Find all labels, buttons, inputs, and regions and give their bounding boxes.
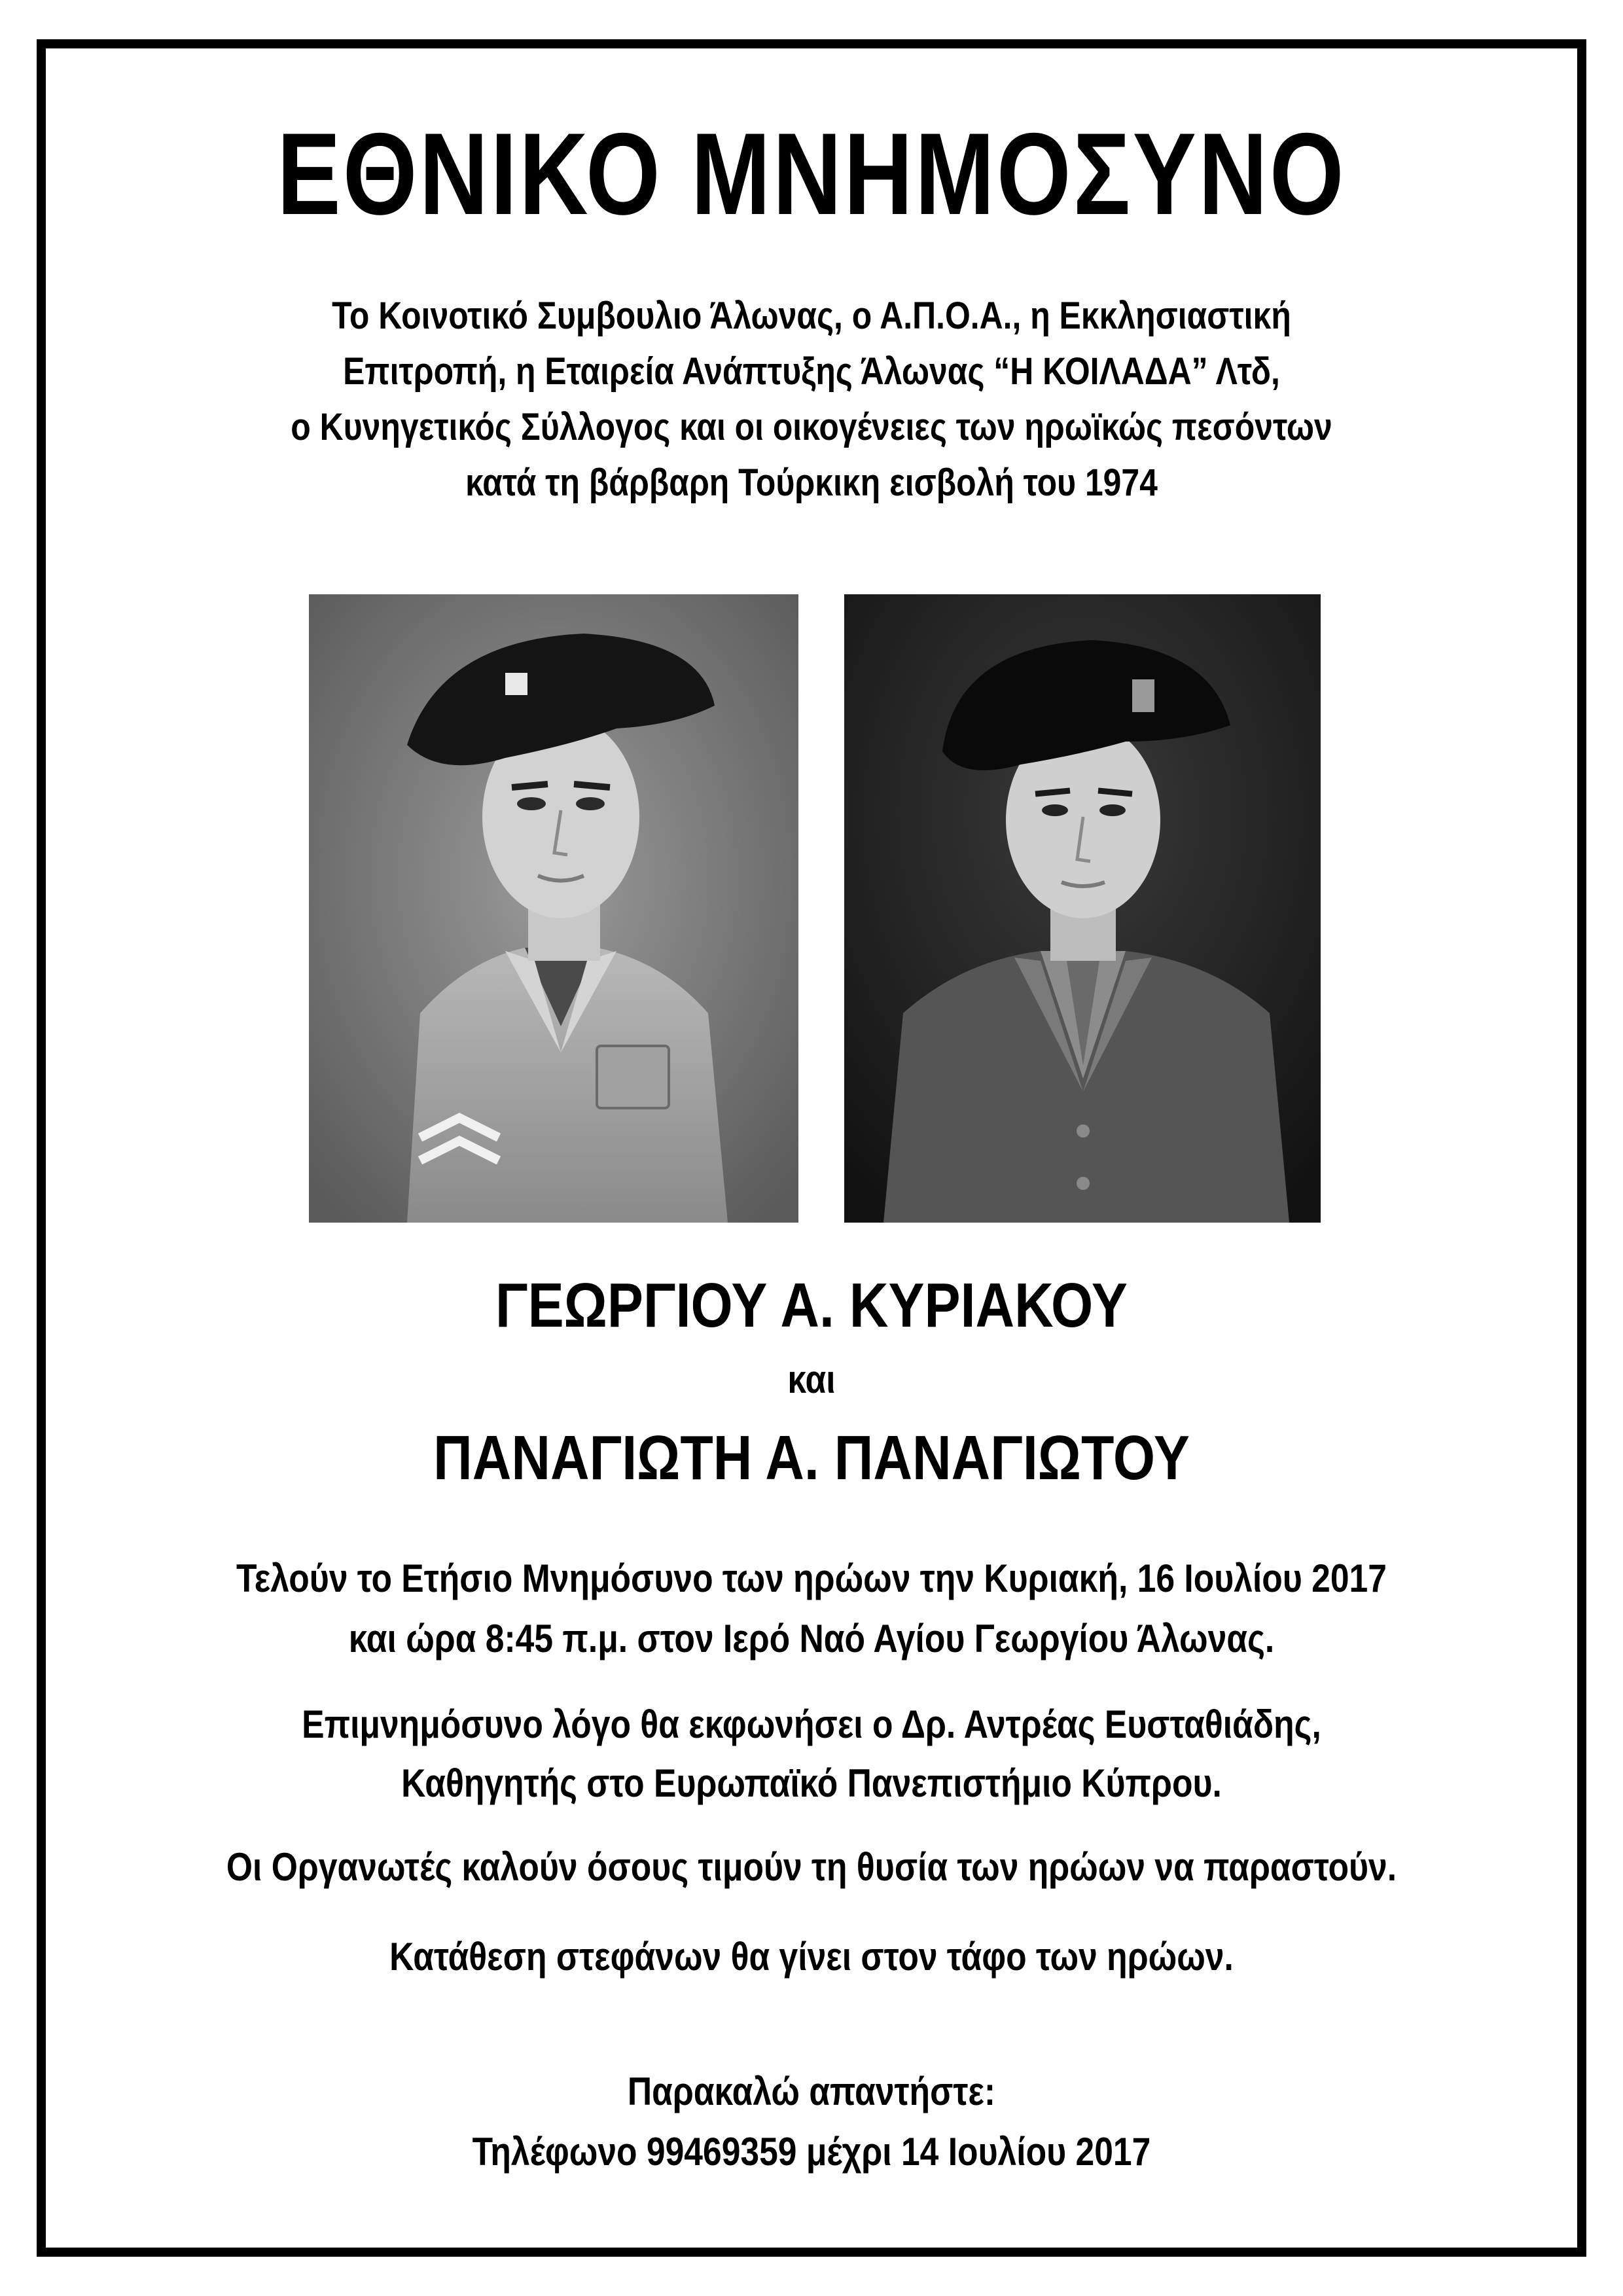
portrait-photo-right [844, 594, 1321, 1223]
rsvp-contact: Τηλέφωνο 99469359 μέχρι 14 Ιουλίου 2017 [472, 2130, 1151, 2174]
names-conjunction: και [787, 1357, 836, 1401]
intro-line: Το Κοινοτικό Συμβουλιο Άλωνας, ο Α.Π.Ο.Α., η Εκκλησιαστική [332, 295, 1291, 337]
speech-line: Καθηγητής στο Ευρωπαϊκό Πανεπιστήμιο Κύπρου. [401, 1761, 1222, 1805]
wreath-laying-text: Κατάθεση στεφάνων θα γίνει στον τάφο των ηρώων. [389, 1935, 1234, 1979]
intro-line: κατά τη βάρβαρη Τούρκικη εισβολή του 1974 [465, 461, 1158, 504]
hero-name-first: ΓΕΩΡΓΙΟΥ Α. ΚΥΡΙΑΚΟΥ [495, 1270, 1128, 1340]
hero-name-second: ΠΑΝΑΓΙΩΤΗ Α. ΠΑΝΑΓΙΩΤΟΥ [433, 1423, 1190, 1493]
ceremony-line: Τελούν το Ετήσιο Μνημόσυνο των ηρώων την Κυριακή, 16 Ιουλίου 2017 [236, 1556, 1387, 1600]
intro-paragraph [114, 288, 1510, 511]
speech-line: Επιμνημόσυνο λόγο θα εκφωνήσει ο Δρ. Αντρέας Ευσταθιάδης, [302, 1702, 1321, 1746]
invitation-text: Οι Οργανωτές καλούν όσους τιμούν τη θυσία των ηρώων να παραστούν. [226, 1845, 1397, 1889]
speech-details [114, 1695, 1510, 1813]
intro-line: ο Κυνηγετικός Σύλλογος και οι οικογένειες των ηρωϊκώς πεσόντων [291, 406, 1332, 448]
ceremony-details [114, 1549, 1510, 1669]
page-title: ΕΘΝΙΚΟ ΜΝΗΜΟΣΥΝΟ [277, 109, 1346, 239]
portrait-photo-left [309, 594, 798, 1223]
rsvp-label: Παρακαλώ απαντήστε: [627, 2070, 996, 2113]
ceremony-line: και ώρα 8:45 π.μ. στον Ιερό Ναό Αγίου Γεωργίου Άλωνας. [348, 1617, 1275, 1660]
rsvp-block [114, 2062, 1510, 2182]
intro-line: Επιτροπή, η Εταιρεία Ανάπτυξης Άλωνας “Η ΚΟΙΛΑΔΑ” Λτδ, [343, 350, 1280, 393]
